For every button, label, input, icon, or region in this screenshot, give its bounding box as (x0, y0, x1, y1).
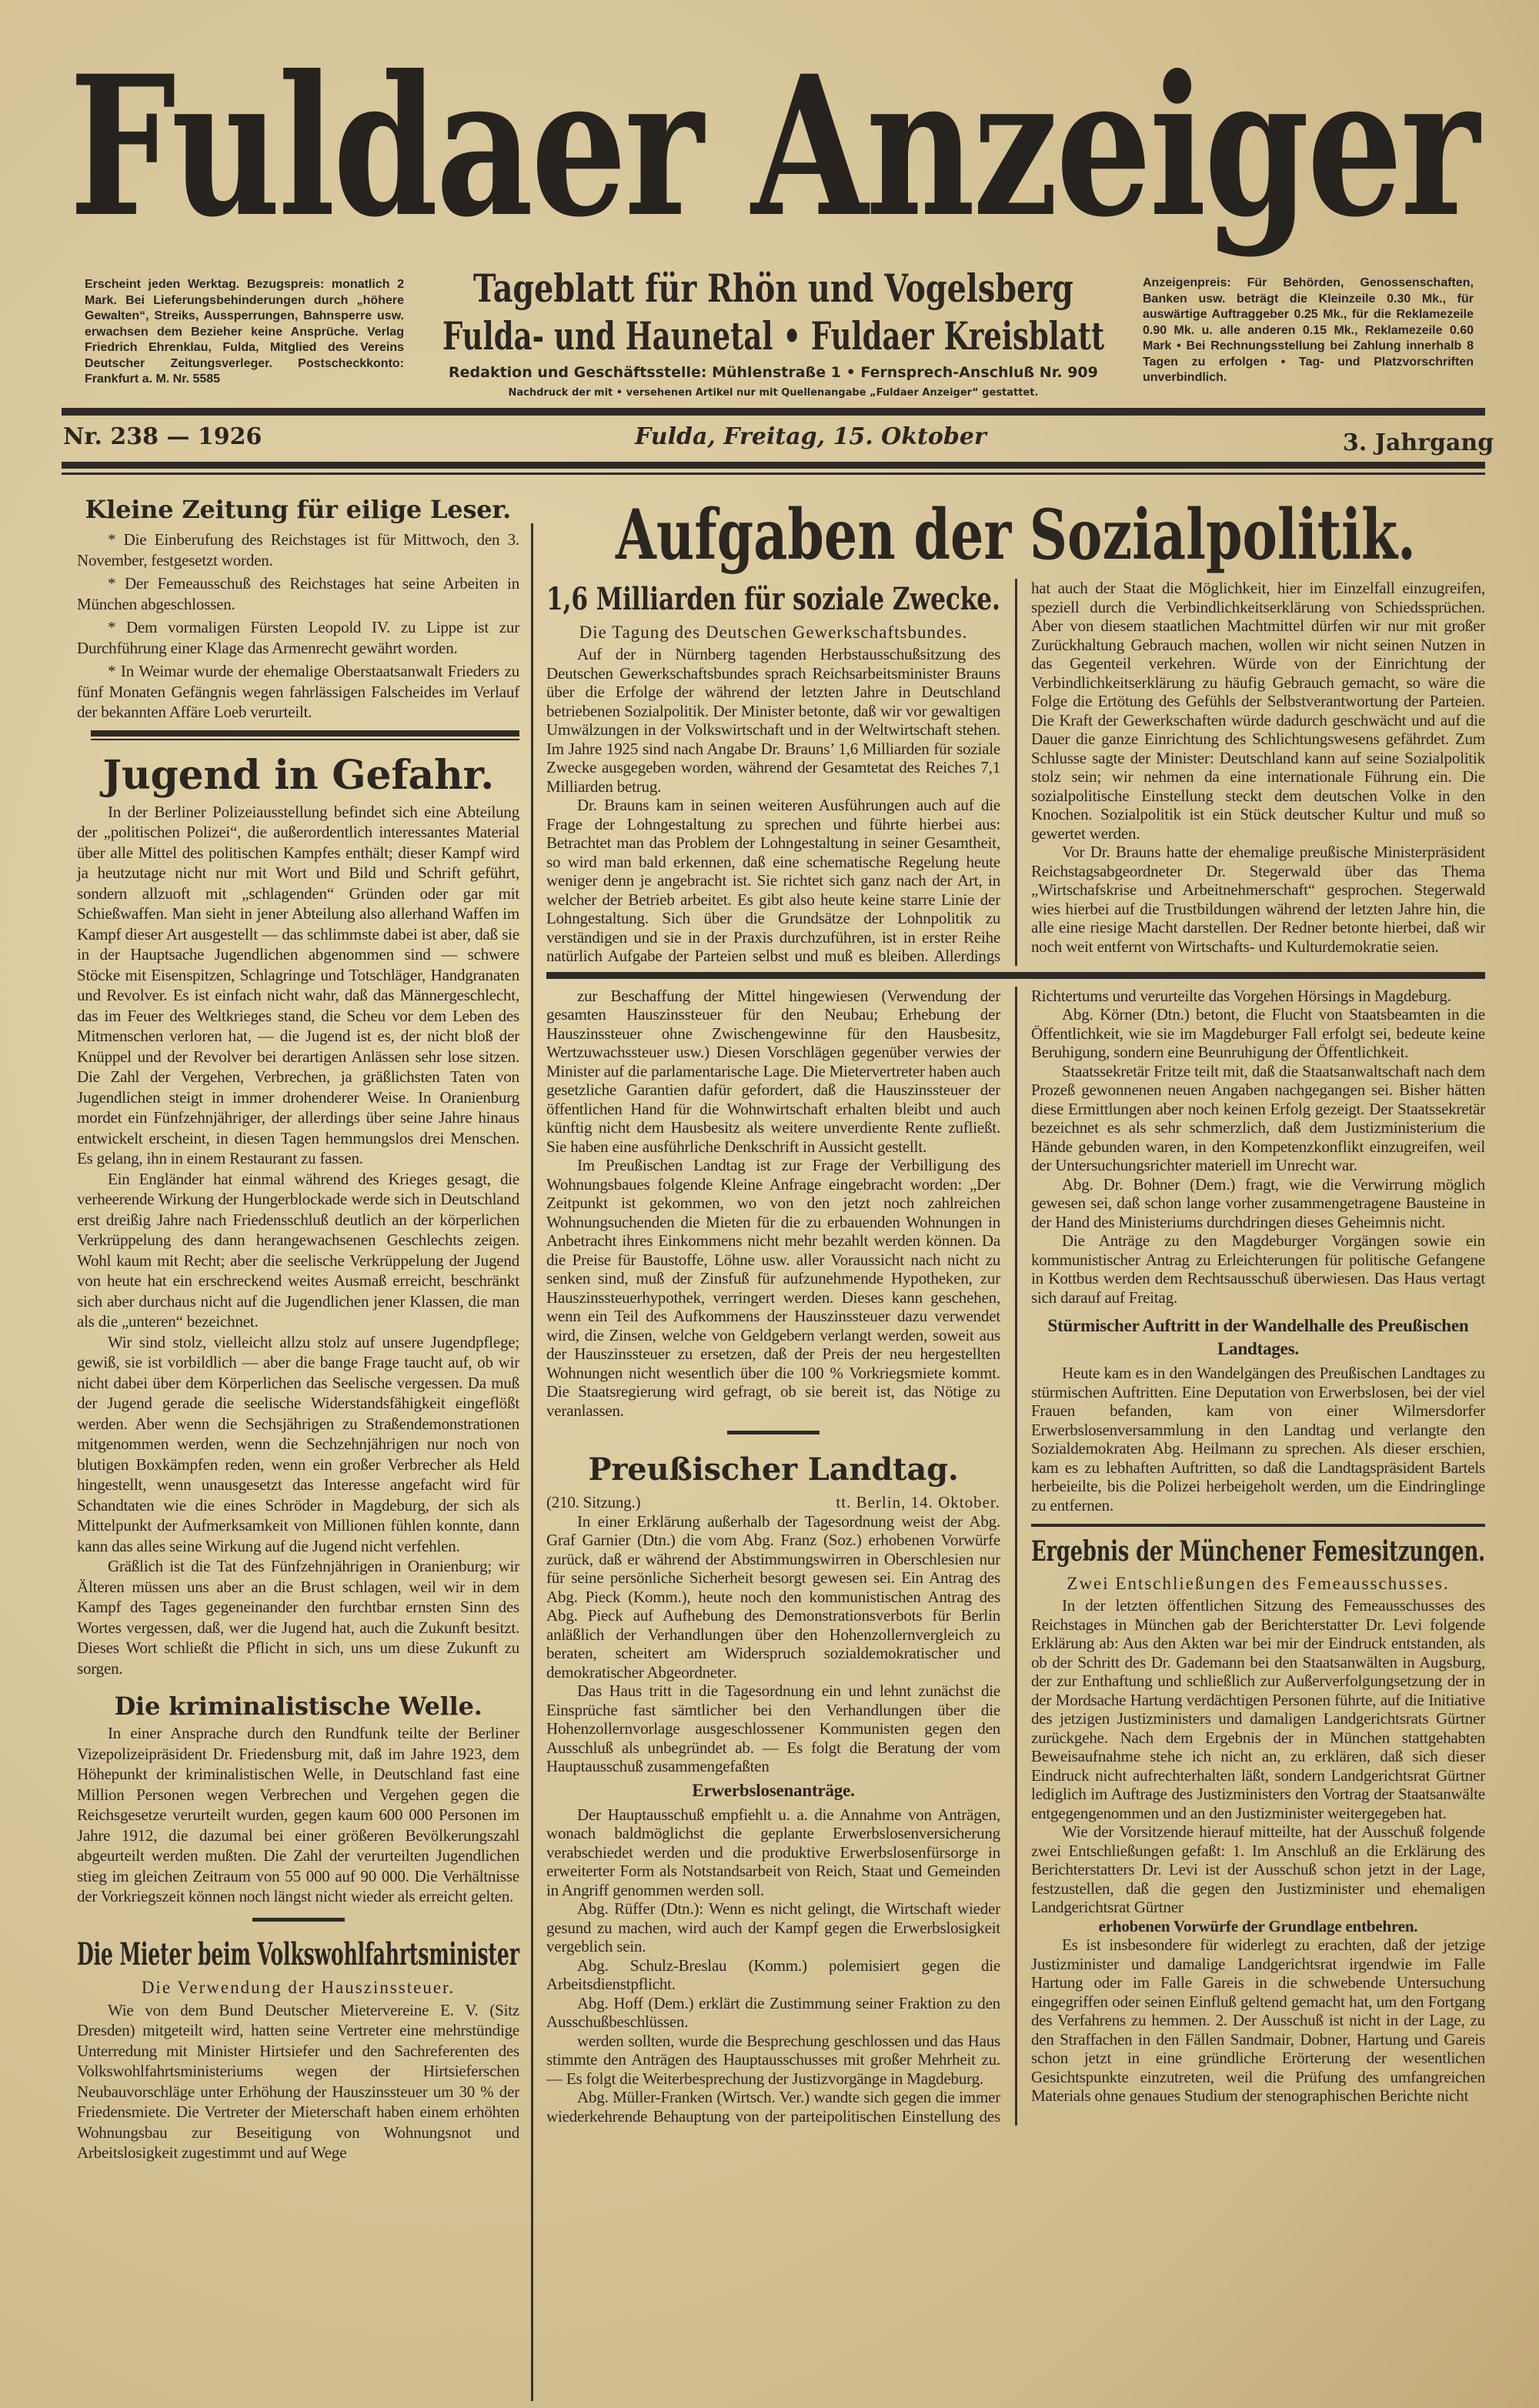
article-paragraph: Die Anträge zu den Magdeburger Vorgängen sowie ein kommunistischer Antrag zu Erleichterungen für politische Gefangene in Kottbus werden dem Rechtsausschuß überwiesen. Das Haus vertagt sich darauf auf Freitag. (1031, 1231, 1485, 1307)
article-paragraph: In der letzten öffentlichen Sitzung des Femeausschusses des Reichstages in München gab der Berichterstatter Dr. Levi folgende Erklärung ab: Aus den Akten war bei mir der Eindruck entstanden, als ob der Schritt des Dr. Gademann bei den Staatsanwälten in Augsburg, der zur Enthaftung und schließlich zur Außerverfolgungsetzung der in der Mordsache Hartung verdächtigen Personen führte, auf die Initiative des jetzigen Justizministers und damaligen Landgerichtsrats Gürtner zurückgehe. Nach dem Ergebnis der in München stattgehabten Beweisaufnahme stehe ich nicht an, zu erklären, daß sich dieser Eindruck nicht aufrechterhalten läßt, sondern Landgerichtsrat Gürtner lediglich im Auftrage des Justizministers den Vortrag der Staatsanwälte entgegengenommen und an den Justizminister weitergegeben hat. (1031, 1596, 1485, 1822)
subscription-info: Erscheint jeden Werktag. Bezugspreis: monatlich 2 Mark. Bei Lieferungsbehinderungen durch „höhere Gewalten“, Streiks, Aussperrungen, Bahnsperre usw. erwachsen dem Bezieher keine Ansprüche. Verlag Friedrich Ehrenklau, Fulda, Mitglied des Vereins Deutscher Zeitungsverleger. Postscheckkonto: Frankfurt a. M. Nr. 5585 (85, 278, 404, 386)
article-kleine-zeitung (77, 493, 519, 723)
tagline-1: Tageblatt für Rhön und Vogelsberg (473, 266, 1073, 311)
article-paragraph: Das Haus tritt in die Tagesordnung ein und lehnt zunächst die Einsprüche fast sämtlicher bei den Verhandlungen über die Hohenzollernvorlage ausgeschlossener Kommunisten gegen den Ausschluß als unbegründet ab. — Es folgt die Beratung der vom Hauptausschuß zusammengefaßten (546, 1682, 1000, 1775)
issue-date: Fulda, Freitag, 15. Oktober (635, 423, 986, 450)
article-preussischer-landtag (546, 1447, 1000, 2032)
article-paragraph: Wie von dem Bund Deutscher Mietervereine E. V. (Sitz Dresden) mitgeteilt wird, hatten seine Vertreter eine mehrstündige Unterredung mit Minister Hirtsiefer und den Sachreferenten des Volkswohlfahrtsministeriums wegen der Hirtsieferschen Neubauvorschläge unter Erhöhung der Hauszinssteuer um 30 % der Friedensmiete. Die Vertreter der Mieterschaft haben einem erhöhten Wohnungsbau zur Beseitigung von Wohnungsnot und Arbeitslosigkeit zugestimmt und auf Wege (77, 2000, 519, 2162)
news-item: * Der Femeausschuß des Reichstages hat seine Arbeiten in München abgeschlossen. (77, 574, 519, 613)
article-paragraph: Dr. Brauns kam in seinen weiteren Ausführungen auch auf die Frage der Lohngestaltung zu sprechen und führte hierbei aus: Betrachtet man das Problem der Lohngestaltung in seiner Gesamtheit, so wird man bald erkennen, daß eine schematische Regelung heute weniger denn je angebracht ist. Sie richtet sich ganz nach der Art, in welcher der Betrieb arbeitet. Es gibt also heute keine starre Linie der Lohngestaltung. Sich über die Grundsätze der Lohnpolitik zu verständigen und sie in der Praxis durchzuführen, ist in erster Reihe natürlich Aufgabe der Parteien selbst und muß es bleiben. Allerdings hat auch der Staat die Möglichkeit, hier im Einzelfall einzugreifen, speziell durch die Verbindlichkeitserklärung von Schiedssprüchen. Aber von diesem staatlichen Machtmittel dürfen wir nur mit großer Zurückhaltung Gebrauch machen, wollen wir nicht seinen Nutzen in das Gegenteil verkehren. Würde von der Einrichtung der Verbindlichkeitserklärung zu häufig Gebrauch gemacht, so wäre die Folge die Ertötung des Gefühls der Selbstverantwortung der Parteien. Die Kraft der Gewerkschaften würde dadurch geschwächt und auf die Dauer die ganze Einrichtung des Schlichtungswesens gefährdet. Zum Schlusse sagte der Minister: Deutschland kann auf seine Sozialpolitik stolz sein; wir nehmen da eine internationale Führung ein. Die sozialpolitische Einstellung steckt dem deutschen Volke in den Knochen. Sozialpolitik ist ein Stück deutscher Kultur und muß so gewertet werden. (546, 579, 1485, 965)
reprint-note: Nachdruck der mit • versehenen Artikel nur mit Quellenangabe „Fuldaer Anzeiger“ gestattet. (508, 387, 1039, 399)
issue-volume: 3. Jahrgang (1343, 429, 1494, 456)
section-rule (91, 739, 519, 740)
article-subheading: Erwerbslosenanträge. (692, 1780, 855, 1800)
address-line: Redaktion und Geschäftsstelle: Mühlenstraße 1 • Fernsprech-Anschluß Nr. 909 (449, 364, 1098, 381)
issue-rule-top (62, 462, 1485, 469)
advertising-info: Anzeigenpreis: Für Behörden, Genossenschaften, Banken usw. beträgt die Kleinzeile 0.30 Mk., für auswärtige Auftraggeber 0.25 Mk., für die Reklamezeile 0.90 Mk. u. alle anderen 0.15 Mk., Reklamezeile 0.60 Mark • Bei Rechnungsstellung bei Zahlung innerhalb 8 Tagen zu erfolgen • Tag- und Platzvorschriften unverbindlich. (1143, 276, 1474, 384)
article-paragraph: Gräßlich ist die Tat des Fünfzehnjährigen in Oranienburg; wir Älteren müssen uns aber an die Brust schlagen, weil wir in dem Kampf des Tages gegeneinander den furchtbar ernsten Sinn des Wortes vergessen, daß, wer die Jugend hat, auch die Zukunft besitzt. Dieses Wort schließt die Pflicht in sich, uns um diese Zukunft zu sorgen. (77, 1557, 519, 1678)
news-item: * Die Einberufung des Reichstages ist für Mittwoch, den 3. November, festgesetzt worden. (77, 530, 519, 569)
article-paragraph: Der Hauptausschuß empfiehlt u. a. die Annahme von Anträgen, wonach baldmöglichst die geplante Erwerbslosenversicherung verabschiedet werden und die produktive Erwerbslosenfürsorge in erweiterter Form als Notstandsarbeit von Reich, Staat und Gemeinden in Angriff genommen werden soll. (546, 1805, 1000, 1899)
masthead-rule (62, 408, 1485, 416)
article-paragraph: Wie der Vorsitzende hierauf mitteilte, hat der Ausschuß folgende zwei Entschließungen gefaßt: 1. Im Anschluß an die Erklärung des Berichterstatters Dr. Levi ist der Ausschuß schon jetzt in der Lage, festzustellen, daß die gegen den Justizminister und ehemaligen Landgerichtsrat Gürtner (1031, 1822, 1485, 1916)
article-paragraph: Abg. Rüffer (Dtn.): Wenn es nicht gelingt, die Wirtschaft wieder gesund zu machen, wird auch der Kampf gegen die Erwerbslosigkeit vergeblich sein. (546, 1899, 1000, 1955)
article-heading: Ergebnis der Münchener Femesitzungen. (1031, 1535, 1485, 1568)
masthead-title (69, 31, 1477, 262)
short-rule (727, 1431, 820, 1434)
lead-headline-text: Aufgaben der Sozialpolitik. (616, 494, 1416, 576)
session-number: (210. Sitzung.) (546, 1493, 641, 1511)
article-paragraph: Heute kam es in den Wandelgängen des Preußischen Landtages zu stürmischen Auftritten. Eine Deputation von Erwerbslosen, bei der viel Frauen befanden, kam von einer Wilmersdorfer Erwerbslosenversammlung in den Landtag und verlangte den Sozialdemokraten Abg. Heilmann zu sprechen. Als dieser erschien, kam es zu lebhaften Auftritten, so daß die Landtagspräsident Bartels herbeieilte, bis die Polizei herbeigeholt werden, um die Eindringlinge zu entfernen. (1031, 1364, 1485, 1515)
left-column (77, 493, 519, 2163)
article-paragraph: Abg. Dr. Bohner (Dem.) fragt, wie die Verwirrung möglich gewesen sei, daß schon lange vorher zusammengetragene Bausteine in der Hand des Ministeriums durchdringen dieses Geheimnis nicht. (1031, 1174, 1485, 1231)
issue-number: Nr. 238 — 1926 (63, 423, 262, 450)
article-paragraph: Abg. Hoff (Dem.) erklärt die Zustimmung seiner Fraktion zu den Ausschußbeschlüssen. (546, 1993, 1000, 2031)
article-paragraph: Abg. Schulz-Breslau (Komm.) polemisiert gegen die Arbeitsdienstpflicht. (546, 1955, 1000, 1993)
article-subheading: Zwei Entschließungen des Femeausschusses. (1067, 1574, 1450, 1593)
article-heading: Die kriminalistische Welle. (114, 1692, 482, 1721)
issue-rule-bottom (62, 473, 1485, 475)
news-item: * Dem vormaligen Fürsten Leopold IV. zu Lippe ist zur Durchführung einer Klage das Armenrecht gewährt worden. (77, 618, 519, 657)
article-heading: Kleine Zeitung für eilige Leser. (85, 495, 512, 524)
article-mieter (77, 1934, 519, 2163)
masthead-taglines (442, 265, 1104, 400)
article-paragraph: Es ist insbesondere für widerlegt zu erachten, daß der jetzige Justizminister und damalige Landgerichtsrat irgendwie im Falle Hartung oder im Falle Gareis in die schwebende Untersuchung eingegriffen oder seinen Einfluß geltend gemacht hat, um den Fortgang des Verfahrens zu hemmen. 2. Der Ausschuß ist nicht in der Lage, zu den Straffachen in den Fällen Sandmair, Dobner, Hartung und Gareis schon jetzt in eine gründliche Erörterung der wesentlichen Gesichtspunkte einzutreten, weil die Prüfung des umfangreichen Materials ohne genaues Studium der stenographischen Berichte nicht (1031, 1935, 1485, 2105)
main-columns (546, 579, 1485, 2126)
section-rule (91, 730, 519, 736)
article-paragraph: Abg. Körner (Dtn.) betont, die Flucht von Staatsbeamten in die Öffentlichkeit, wie sie im Magdeburger Fall erfolgt sei, bedeute keine Beruhigung, sondern eine Beunruhigung der Öffentlichkeit. (1031, 1005, 1485, 1061)
article-paragraph: Vor Dr. Brauns hatte der ehemalige preußische Ministerpräsident Reichstagsabgeordneter Dr. Stegerwald über das Thema „Wirtschafskrise und Arbeitnehmerschaft“ gesprochen. Stegerwald wies hierbei auf die Trustbildungen während der letzten Jahre hin, die alle eine riesige Macht darstellen. Der Redner betonte hierbei, daß wir noch weit entfernt von Wirtschafts- und Kulturdemokratie seien. (1031, 843, 1485, 956)
article-mieter-continued (546, 987, 1000, 1421)
article-heading: Die Mieter beim Volkswohlfahrtsminister (77, 1935, 519, 1972)
article-subheading: Stürmischer Auftritt in der Wandelhalle des Preußischen Landtages. (1047, 1316, 1469, 1358)
article-jugend-in-gefahr (77, 750, 519, 1679)
article-paragraph: zur Beschaffung der Mittel hingewiesen (Verwendung der gesamten Hauszinssteuer für den Neubau; Erhebung der Hauszinssteuer ohne Zwischengewinne für den Hausbesitz, Wertzuwachssteuer usw.) Diesen Vorschlägen gegenüber verwies der Minister auf die parlamentarische Lage. Die Mietervertreter haben auch gesetzliche Garantien dafür gefordert, daß die Hauszinssteuer der öffentlichen Hand für die Wohnwirtschaft erhalten bleibt und auch künftig nicht dem Hausbesitz als weitere unverdiente Rente zufließt. Sie haben eine ausführliche Denkschrift in Aussicht gestellt. (546, 986, 1000, 1156)
tagline-2: Fulda- und Haunetal • Fuldaer Kreisblatt (442, 313, 1105, 359)
article-paragraph: In einer Ansprache durch den Rundfunk teilte der Berliner Vizepolizeipräsident Dr. Friedensburg mit, daß im Jahre 1923, dem Höhepunkt der kriminalistischen Welle, in Deutschland fast eine Million Personen wegen Verbrechen und Vergehen gegen die Reichsgesetze verurteilt wurden, gegen kaum 600 000 Personen im Jahre 1912, die dazumal bei einer größeren Bevölkerungszahl abgeurteilt werden mußten. Die Zahl der verurteilten Jugendlichen stieg im gleichen Zeitraum von 55 000 auf 90 000. Die Verhältnisse der Vorkriegszeit können noch längst nicht wieder als erreicht gelten. (77, 1724, 519, 1905)
lower-columns (546, 987, 1485, 2126)
article-paragraph: Abg. Müller-Franken (Wirtsch. Ver.) wandte sich gegen die immer wiederkehrende Behauptung von der parteipolitischen Einstellung des Richtertums und verurteilte das Vorgehen Hörsings in Magdeburg. (546, 986, 1451, 2126)
article-kriminalistische-welle (77, 1689, 519, 1907)
article-ergebnis-femesitzungen (1031, 1531, 1485, 2106)
article-paragraph: Auf der in Nürnberg tagenden Herbstausschußsitzung des Deutschen Gewerkschaftsbundes sprach Reichsarbeitsminister Brauns über die Erfolge der während der letzten Jahre in Deutschland betriebenen Sozialpolitik. Der Minister betonte, daß wir vor gewaltigen Umwälzungen in der Volkswirtschaft und in der Weltwirtschaft stehen. Im Jahre 1925 sind nach Angabe Dr. Brauns’ 1,6 Milliarden für soziale Zwecke ausgegeben worden, während der Gesamtetat des Reiches 7,1 Milliarden betrug. (546, 645, 1000, 796)
masthead-title-text: Fuldaer Anzeiger (69, 33, 1477, 259)
article-heading: 1,6 Milliarden für soziale Zwecke. (546, 581, 1000, 617)
lead-headline (616, 493, 1416, 577)
article-heading: Preußischer Landtag. (588, 1451, 959, 1488)
section-rule (546, 972, 1485, 979)
article-paragraph: erhobenen Vorwürfe der Grundlage entbehren. (1098, 1916, 1418, 1935)
article-paragraph: werden sollten, wurde die Besprechung geschlossen und das Haus stimmte den Anträgen des Hauptausschusses mit großer Mehrheit zu. — Es folgt die Weiterbesprechung der Justizvorgänge in Magdeburg. (546, 2031, 1000, 2088)
article-paragraph: In der Berliner Polizeiausstellung befindet sich eine Abteilung der „politischen Polizei“, die außerordentlich interessantes Material über alle Mittel des politischen Kampfes enthält; dieser Kampf wird ja heutzutage nicht nur mit Wort und Bild und Schrift geführt, sondern allzuoft mit „schlagenden“ Gründen oder gar mit Schießwaffen. Man sieht in jener Abteilung also allerhand Waffen im Kampf dieser Art ausgestellt — das schlimmste dabei ist aber, daß sie in der Hauptsache Jugendlichen abgenommen sind — schwere Stöcke mit Eisenspitzen, Schlagringe und Totschläger, Handgranaten und Revolver. Es ist einfach nicht wahr, daß das Männergeschlecht, das im Feuer des Weltkrieges stand, die Scheu vor dem Leben des Mitmenschen verloren hat, — die Jugend ist es, der nicht bloß der Knüppel und der Revolver bei derartigen Anlässen sehr lose sitzen. Die Zahl der Vergehen, Verbrechen, ja gräßlichsten Taten von Jugendlichen steigt in immer drohenderer Weise. In Oranienburg mordet ein Fünfzehnjähriger, der allerdings über seine Jahre hinaus entwickelt erscheint, in diesen Tagen hemmungslos drei Menschen. Es gelang, ihn in einem Restaurant zu fassen. (77, 802, 519, 1167)
article-paragraph: Ein Engländer hat einmal während des Krieges gesagt, die verheerende Wirkung der Hungerblockade werde sich in Deutschland erst dreißig Jahre nach Friedensschluß deutlich an der körperlichen Verkrüppelung des dann herangewachsenen Geschlechts zeigen. Wohl kaum mit Recht; aber die seelische Verkrüppelung der Jugend von heute hat ein erschreckend weites Ausmaß erreicht, beschränkt sich aber durchaus nicht auf die Jugendlichen jener Klassen, die man als die „unteren“ bezeichnet. (77, 1169, 519, 1331)
article-subheading: Die Tagung des Deutschen Gewerkschaftsbundes. (579, 623, 968, 642)
article-subheading: Die Verwendung der Hauszinssteuer. (141, 1977, 456, 1997)
article-milliarden (546, 579, 1485, 966)
article-paragraph: Staatssekretär Fritze teilt mit, daß die Staatsanwaltschaft nach dem Prozeß gewonnenen neuen Angaben nachgegangen sei. Bisher hätten diese Ermittlungen aber noch keinen Erfolg gezeigt. Der Staatssekretär bezeichnet es als sehr schmerzlich, daß dem Justizministerium die Hände gebunden waren, in den Kompetenzkonflikt einzugreifen, weil der Untersuchungsrichter materiell im Unrecht war. (1031, 1061, 1485, 1174)
section-rule (1031, 1524, 1485, 1527)
article-heading: Jugend in Gefahr. (102, 751, 494, 799)
article-paragraph: Wir sind stolz, vielleicht allzu stolz auf unsere Jugendpflege; gewiß, sie ist vorbildlich — aber die bange Frage taucht auf, ob wir nicht dabei über dem Körperlichen das Seelische vergessen. Da muß der Jugend gerade die seelische Widerstandsfähigkeit eingeflößt werden. Aber wenn die Sechsjährigen zu Straßendemonstrationen mitgenommen werden, wenn die Sechzehnjährigen nur noch von blutigen Boxkämpfen reden, wenn ein großer Verbrecher als Held hingestellt, wenn unausgesetzt das Interesse angefacht wird für Schandtaten wie die eines Schröder in Magdeburg, der sich als Mittelpunkt der Aufmerksamkeit von Millionen fühlen konnte, dann kann das alles seine Wirkung auf die Jugend nicht verfehlen. (77, 1332, 519, 1555)
news-item: * In Weimar wurde der ehemalige Oberstaatsanwalt Frieders zu fünf Monaten Gefängnis wegen fahrlässigen Falscheides im Verlauf der bekannten Affäre Loeb verurteilt. (77, 662, 519, 721)
place-date: tt. Berlin, 14. Oktober. (836, 1493, 1000, 1511)
dateline (546, 1493, 1000, 1512)
article-paragraph: Im Preußischen Landtag ist zur Frage der Verbilligung des Wohnungsbaues folgende Kleine Anfrage eingebracht worden: „Der Zeitpunkt ist gekommen, wo von den jetzt noch zahlreichen Wohnungsuchenden die Mieten für die zu erbauenden Wohnungen in Anbetracht ihres Einkommens nicht mehr bezahlt werden können. Da die Preise für Baustoffe, Löhne usw. aller Voraussicht nach nicht zu senken sind, muß der Zinsfuß für aufzunehmende Hypotheken, zur Hauszinssteuerhypothek, verringert werden. Dieses kann geschehen, wenn ein Teil des Aufkommens der Hauszinssteuer dazu verwendet wird, die Zinsen, welche von Geldgebern verlangt werden, soweit aus der Hauszinssteuer zu ersetzen, daß der Preis der neu hergestellten Wohnungen nicht wesentlich über die 100 % Vorkriegsmiete kommt. Die Staatsregierung wird gefragt, ob sie bereit ist, das Nötige zu veranlassen. (546, 1156, 1000, 1420)
short-rule (252, 1918, 345, 1922)
column-divider (531, 523, 533, 2401)
article-paragraph: In einer Erklärung außerhalb der Tagesordnung weist der Abg. Graf Garnier (Dtn.) die vom Abg. Franz (Soz.) erhobenen Vorwürfe zurück, daß er während der Abstimmungswirren in Oberschlesien nur für seine persönliche Sicherheit besorgt gewesen sei. Ein Antrag des Abg. Pieck (Komm.), heute noch den kommunistischen Antrag des Abg. Pieck auf Aufhebung des Demonstrationsverbots für Berlin anläßlich der Verhandlungen über den Hohenzollernvergleich zu beraten, scheitert am Widerspruch sozialdemokratischer und demokratischer Abgeordneter. (546, 1511, 1000, 1682)
